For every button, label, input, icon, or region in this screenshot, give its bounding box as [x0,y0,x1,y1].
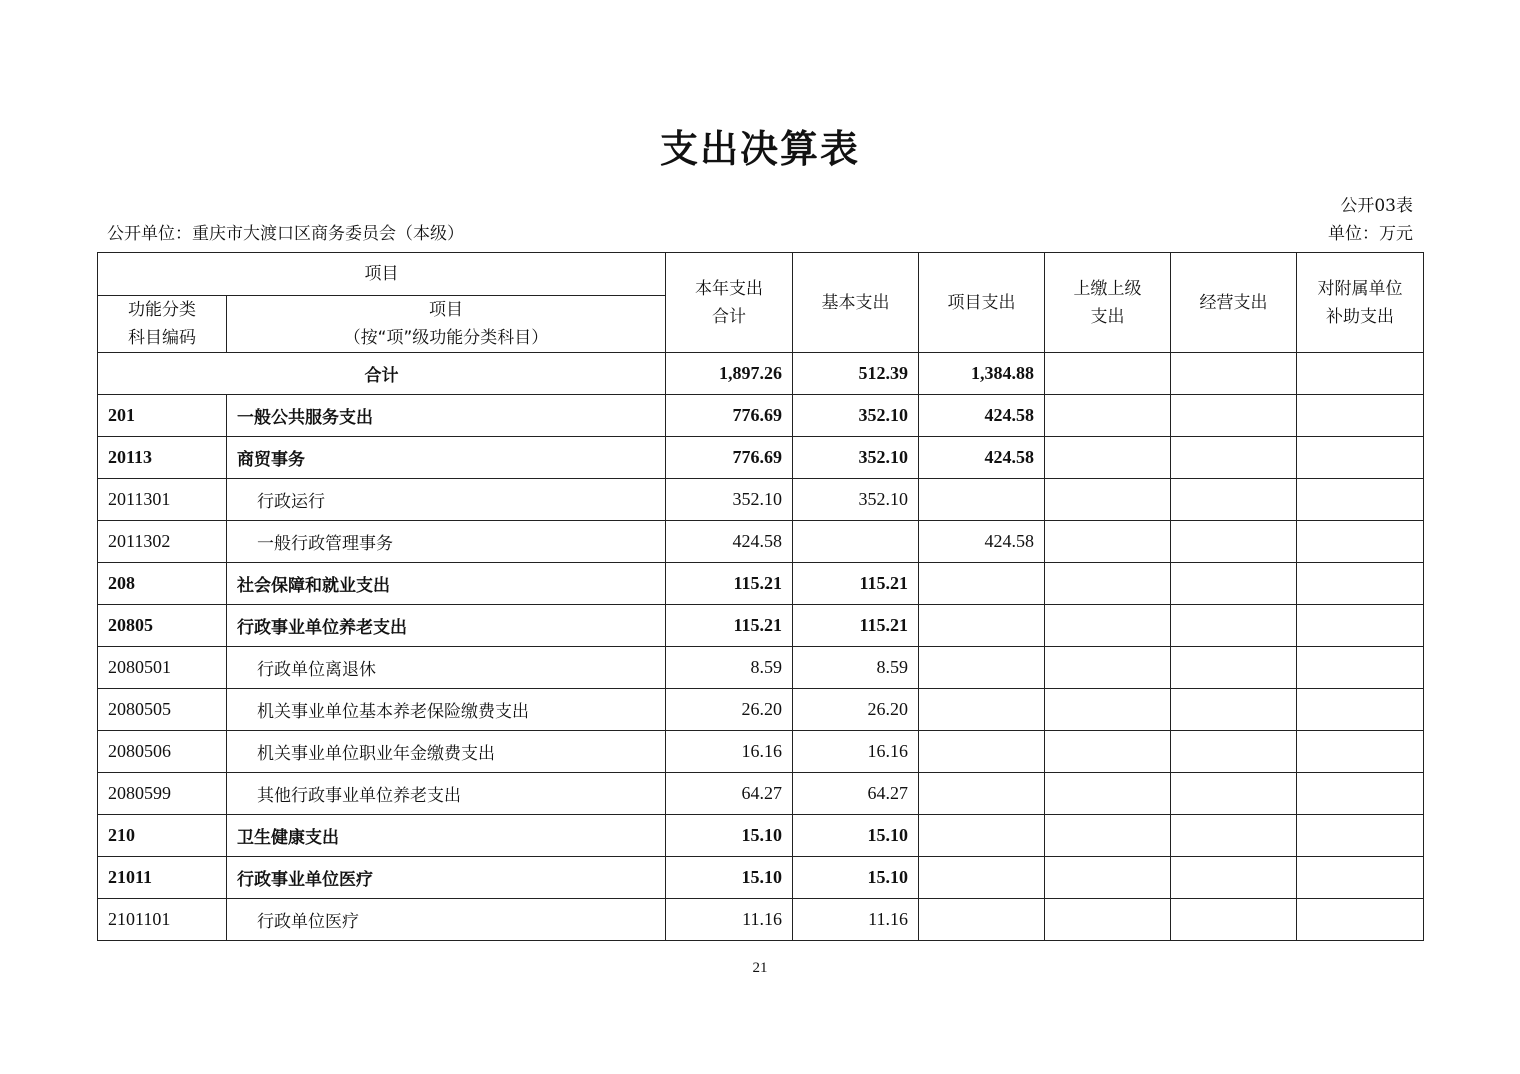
header-upper [1045,253,1171,353]
row-total-value: 15.10 [666,815,793,857]
row-code: 2011302 [98,521,227,563]
row-code: 2080599 [98,773,227,815]
row-code: 2080506 [98,731,227,773]
row-business-value [1171,731,1297,773]
header-name [227,296,666,353]
row-name: 行政单位医疗 [227,899,666,941]
row-business-value [1171,395,1297,437]
row-code: 2101101 [98,899,227,941]
header-basic: 基本支出 [793,253,919,353]
row-total-value: 64.27 [666,773,793,815]
table-row [98,437,1424,479]
row-name: 一般公共服务支出 [227,395,666,437]
row-upper-value [1045,731,1171,773]
header-subsidy-line2: 补助支出 [1326,306,1394,327]
header-row-top [98,253,1424,296]
total-label: 合计 [98,353,666,395]
row-business-value [1171,815,1297,857]
header-upper-line1: 上缴上级 [1073,278,1142,299]
row-project-value: 424.58 [919,395,1045,437]
row-subsidy-value [1297,731,1424,773]
row-basic-value: 8.59 [793,647,919,689]
table-row [98,479,1424,521]
row-basic-value: 352.10 [793,395,919,437]
row-total-value: 11.16 [666,899,793,941]
table-row [98,773,1424,815]
table-body [98,395,1424,941]
row-total-value: 424.58 [666,521,793,563]
header-project: 项目支出 [919,253,1045,353]
row-project-value [919,479,1045,521]
row-name: 卫生健康支出 [227,815,666,857]
row-upper-value [1045,773,1171,815]
header-name-line1: 项目 [429,300,463,320]
row-project-value [919,731,1045,773]
row-subsidy-value [1297,857,1424,899]
table-row [98,815,1424,857]
row-project-value [919,689,1045,731]
row-code: 2080505 [98,689,227,731]
total-cell-subsidy [1297,353,1424,395]
table-row [98,731,1424,773]
row-name: 行政运行 [227,479,666,521]
total-cell-project: 1,384.88 [919,353,1045,395]
row-total-value: 15.10 [666,857,793,899]
header-subsidy [1297,253,1424,353]
row-subsidy-value [1297,521,1424,563]
row-business-value [1171,521,1297,563]
row-project-value [919,563,1045,605]
row-name: 行政事业单位养老支出 [227,605,666,647]
row-total-value: 115.21 [666,563,793,605]
row-name: 其他行政事业单位养老支出 [227,773,666,815]
row-total-value: 8.59 [666,647,793,689]
row-upper-value [1045,899,1171,941]
row-upper-value [1045,647,1171,689]
row-project-value [919,899,1045,941]
row-subsidy-value [1297,563,1424,605]
row-business-value [1171,437,1297,479]
row-project-value: 424.58 [919,437,1045,479]
total-row [98,353,1424,395]
row-basic-value [793,521,919,563]
row-code: 20113 [98,437,227,479]
header-total-line2: 合计 [712,306,746,327]
row-code: 201 [98,395,227,437]
row-project-value: 424.58 [919,521,1045,563]
row-total-value: 776.69 [666,395,793,437]
table-row [98,857,1424,899]
row-project-value [919,605,1045,647]
row-code: 20805 [98,605,227,647]
row-code: 2080501 [98,647,227,689]
expenditure-table [97,252,1424,941]
table-row [98,647,1424,689]
row-subsidy-value [1297,899,1424,941]
row-project-value [919,815,1045,857]
row-basic-value: 352.10 [793,437,919,479]
row-name: 机关事业单位基本养老保险缴费支出 [227,689,666,731]
row-upper-value [1045,689,1171,731]
header-name-line2: （按“项”级功能分类科目） [343,328,549,348]
row-basic-value: 26.20 [793,689,919,731]
row-name: 行政事业单位医疗 [227,857,666,899]
row-subsidy-value [1297,437,1424,479]
row-business-value [1171,563,1297,605]
row-business-value [1171,647,1297,689]
row-name: 商贸事务 [227,437,666,479]
reporting-unit-label: 公开单位：重庆市大渡口区商务委员会（本级） [107,224,464,244]
row-business-value [1171,605,1297,647]
page-title: 支出决算表 [659,127,860,171]
header-total-line1: 本年支出 [695,278,763,299]
row-name: 一般行政管理事务 [227,521,666,563]
row-basic-value: 115.21 [793,563,919,605]
row-subsidy-value [1297,773,1424,815]
row-total-value: 26.20 [666,689,793,731]
table-row [98,563,1424,605]
row-code: 21011 [98,857,227,899]
header-code [98,296,227,353]
row-business-value [1171,773,1297,815]
row-project-value [919,857,1045,899]
row-total-value: 352.10 [666,479,793,521]
table-row [98,605,1424,647]
row-basic-value: 15.10 [793,815,919,857]
row-upper-value [1045,857,1171,899]
row-subsidy-value [1297,479,1424,521]
header-code-line2: 科目编码 [128,328,196,348]
total-cell-total: 1,897.26 [666,353,793,395]
row-upper-value [1045,563,1171,605]
row-business-value [1171,857,1297,899]
row-name: 机关事业单位职业年金缴费支出 [227,731,666,773]
row-basic-value: 64.27 [793,773,919,815]
row-name: 社会保障和就业支出 [227,563,666,605]
row-upper-value [1045,395,1171,437]
header-business: 经营支出 [1171,253,1297,353]
total-cell-upper [1045,353,1171,395]
row-project-value [919,647,1045,689]
row-total-value: 16.16 [666,731,793,773]
row-code: 2011301 [98,479,227,521]
currency-unit-label: 单位：万元 [1328,224,1413,244]
row-business-value [1171,479,1297,521]
row-total-value: 776.69 [666,437,793,479]
row-subsidy-value [1297,815,1424,857]
row-basic-value: 115.21 [793,605,919,647]
row-basic-value: 15.10 [793,857,919,899]
row-upper-value [1045,605,1171,647]
row-basic-value: 11.16 [793,899,919,941]
header-upper-line2: 支出 [1090,306,1125,327]
row-subsidy-value [1297,647,1424,689]
table-row [98,521,1424,563]
row-upper-value [1045,521,1171,563]
row-code: 210 [98,815,227,857]
row-business-value [1171,899,1297,941]
total-cell-basic: 512.39 [793,353,919,395]
header-code-line1: 功能分类 [128,300,196,320]
header-subsidy-line1: 对附属单位 [1317,278,1403,299]
row-upper-value [1045,437,1171,479]
row-basic-value: 16.16 [793,731,919,773]
form-id-label: 公开03表 [1340,196,1413,216]
total-cell-business [1171,353,1297,395]
row-upper-value [1045,815,1171,857]
row-project-value [919,773,1045,815]
table-row [98,395,1424,437]
row-basic-value: 352.10 [793,479,919,521]
row-code: 208 [98,563,227,605]
row-subsidy-value [1297,605,1424,647]
table-row [98,689,1424,731]
row-subsidy-value [1297,689,1424,731]
row-name: 行政单位离退休 [227,647,666,689]
row-upper-value [1045,479,1171,521]
row-subsidy-value [1297,395,1424,437]
header-project-group: 项目 [98,253,666,296]
row-business-value [1171,689,1297,731]
page-number: 21 [752,960,768,976]
row-total-value: 115.21 [666,605,793,647]
header-total [666,253,793,353]
table-row [98,899,1424,941]
